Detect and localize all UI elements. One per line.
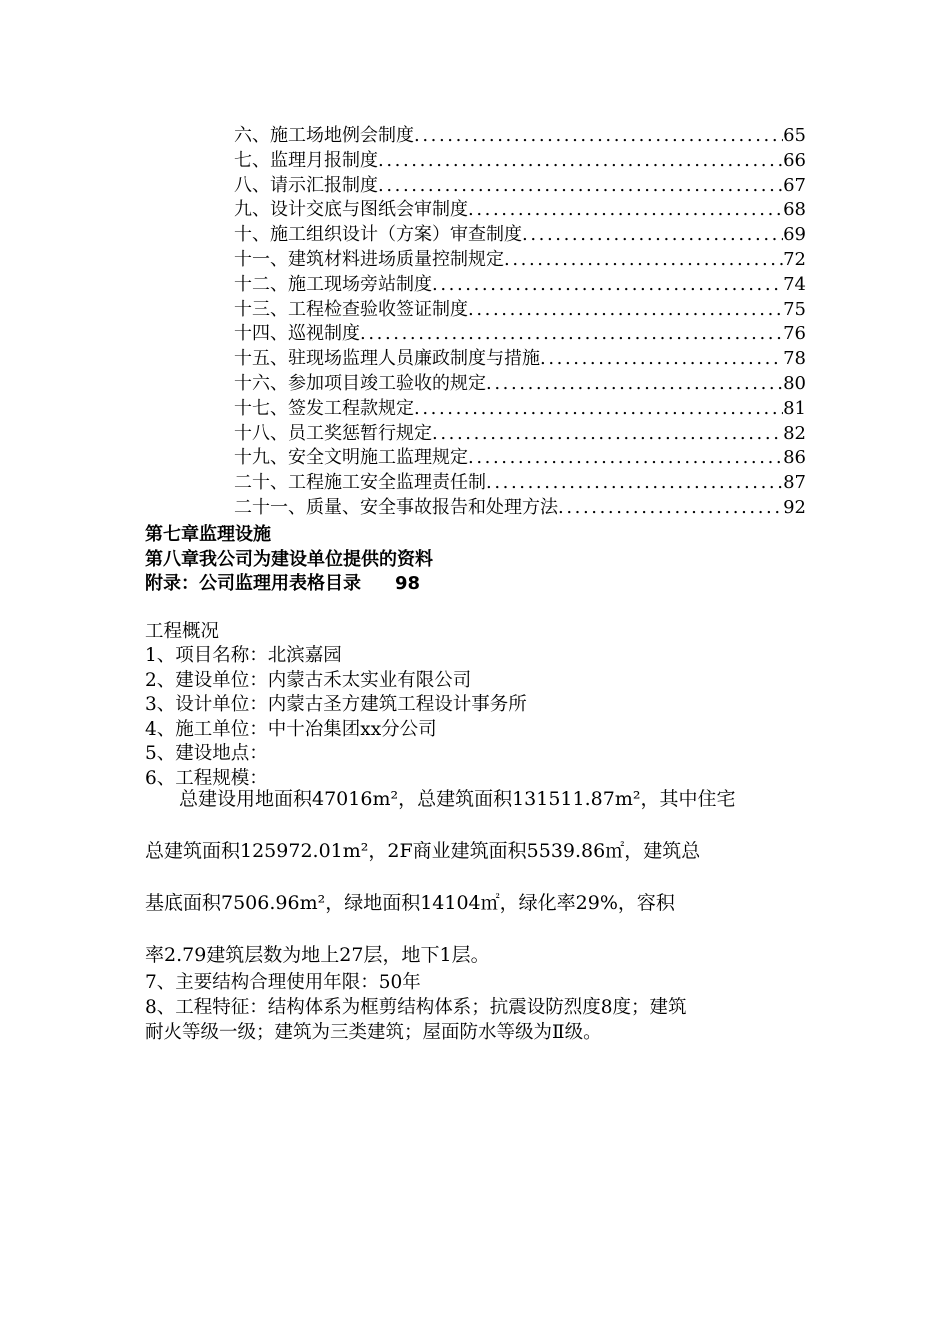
appendix-heading[interactable] — [145, 572, 845, 597]
chapter-8-heading[interactable]: 第八章我公司为建设单位提供的资料 — [145, 548, 433, 570]
overview-item: 5、建设地点： — [145, 743, 268, 765]
appendix-page: 98 — [395, 573, 421, 594]
toc-entry-label: 六、施工场地例会制度 — [234, 125, 414, 146]
toc-entry-page: 80 — [783, 372, 806, 394]
overview-item: 8、工程特征：结构体系为框剪结构体系；抗震设防烈度8度；建筑 — [145, 997, 687, 1018]
toc-leader-dots — [504, 248, 783, 273]
overview-item: 3、设计单位：内蒙古圣方建筑工程设计事务所 — [145, 694, 527, 716]
toc-entry-page: 92 — [783, 496, 806, 518]
toc-entry-label: 二十一、质量、安全事故报告和处理方法 — [234, 496, 558, 518]
toc-entry-label: 七、监理月报制度 — [234, 149, 378, 171]
overview-item: 6、工程规模： — [145, 767, 268, 789]
toc-entry-page: 86 — [783, 447, 806, 469]
paragraph-line: 基底面积7506.96m²，绿地面积14104㎡，绿化率29%，容积 — [145, 892, 675, 914]
toc-entry-label: 八、请示汇报制度 — [234, 174, 378, 196]
project-overview — [145, 619, 845, 792]
toc-entry-page: 81 — [783, 397, 806, 419]
toc-leader-dots — [414, 124, 783, 149]
toc-entry[interactable] — [234, 322, 806, 347]
toc-leader-dots — [468, 198, 783, 223]
toc-entry-label: 十四、巡视制度 — [234, 323, 360, 345]
toc-leader-dots — [540, 347, 783, 372]
toc-entry-page: 87 — [783, 472, 806, 494]
toc-entry-label: 十五、驻现场监理人员廉政制度与措施 — [234, 348, 540, 370]
toc-entry-label: 十九、安全文明施工监理规定 — [234, 447, 468, 469]
toc-entry-page: 78 — [783, 348, 806, 370]
toc-leader-dots — [432, 422, 783, 447]
overview-item: 2、建设单位：内蒙古禾太实业有限公司 — [145, 669, 472, 691]
toc-entry[interactable] — [234, 273, 806, 298]
toc-entry-page: 82 — [783, 422, 806, 444]
toc-entry-page: 76 — [783, 323, 806, 345]
paragraph-line: 总建设用地面积47016m²，总建筑面积131511.87m²，其中住宅 — [179, 788, 736, 810]
toc-entry-label: 十三、工程检查验收签证制度 — [234, 298, 468, 320]
toc-leader-dots — [486, 372, 783, 397]
overview-item: 1、项目名称：北滨嘉园 — [145, 645, 342, 666]
toc-entry-label: 十六、参加项目竣工验收的规定 — [234, 372, 486, 394]
toc-entry-label: 九、设计交底与图纸会审制度 — [234, 199, 468, 221]
toc-leader-dots — [468, 446, 783, 471]
toc-leader-dots — [360, 322, 783, 347]
overview-item: 4、施工单位：中十冶集团xx分公司 — [145, 718, 437, 740]
toc-entry-page: 75 — [783, 298, 806, 320]
toc-entry[interactable] — [234, 124, 806, 149]
overview-continued — [145, 970, 805, 1045]
toc-entry-label: 十一、建筑材料进场质量控制规定 — [234, 248, 504, 270]
toc-entry-label: 二十、工程施工安全监理责任制 — [234, 472, 486, 494]
toc-entry[interactable] — [234, 223, 806, 248]
toc-entry[interactable] — [234, 372, 806, 397]
chapter-7-heading[interactable]: 第七章监理设施 — [145, 524, 271, 545]
overview-title: 工程概况 — [145, 621, 220, 642]
toc-entry-page: 68 — [783, 199, 806, 221]
toc-entry[interactable] — [234, 397, 806, 422]
toc-entry-page: 65 — [783, 125, 806, 146]
toc-leader-dots — [414, 397, 783, 422]
toc-entry-page: 66 — [783, 149, 806, 171]
toc-leader-dots — [378, 174, 783, 199]
paragraph-line: 率2.79建筑层数为地上27层，地下1层。 — [145, 944, 490, 966]
toc-entry[interactable] — [234, 496, 806, 521]
toc-entry[interactable] — [234, 471, 806, 496]
overview-item: 耐火等级一级；建筑为三类建筑；屋面防水等级为Ⅱ级。 — [145, 1022, 602, 1043]
toc-entry[interactable] — [234, 149, 806, 174]
toc-entry[interactable] — [234, 446, 806, 471]
toc-entry-label: 十八、员工奖惩暂行规定 — [234, 422, 432, 444]
toc-leader-dots — [522, 223, 783, 248]
overview-item: 7、主要结构合理使用年限：50年 — [145, 972, 421, 993]
chapter-headings — [145, 523, 845, 597]
toc-entry-label: 十二、施工现场旁站制度 — [234, 273, 432, 295]
toc-leader-dots — [558, 496, 783, 521]
toc-entry[interactable] — [234, 422, 806, 447]
toc-entry-label: 十、施工组织设计（方案）审查制度 — [234, 224, 522, 246]
table-of-contents — [234, 124, 806, 521]
toc-entry-label: 十七、签发工程款规定 — [234, 397, 414, 419]
toc-entry[interactable] — [234, 248, 806, 273]
scale-paragraph — [145, 779, 805, 987]
toc-entry-page: 67 — [783, 174, 806, 196]
toc-entry-page: 74 — [783, 273, 806, 295]
toc-entry[interactable] — [234, 174, 806, 199]
toc-entry-page: 69 — [783, 224, 806, 246]
toc-leader-dots — [486, 471, 783, 496]
toc-entry-page: 72 — [783, 248, 806, 270]
toc-entry[interactable] — [234, 347, 806, 372]
toc-entry[interactable] — [234, 298, 806, 323]
toc-entry[interactable] — [234, 198, 806, 223]
toc-leader-dots — [432, 273, 783, 298]
paragraph-line: 总建筑面积125972.01m²，2F商业建筑面积5539.86㎡，建筑总 — [145, 840, 701, 862]
appendix-label: 附录：公司监理用表格目录 — [145, 573, 361, 594]
toc-leader-dots — [468, 298, 783, 323]
toc-leader-dots — [378, 149, 783, 174]
